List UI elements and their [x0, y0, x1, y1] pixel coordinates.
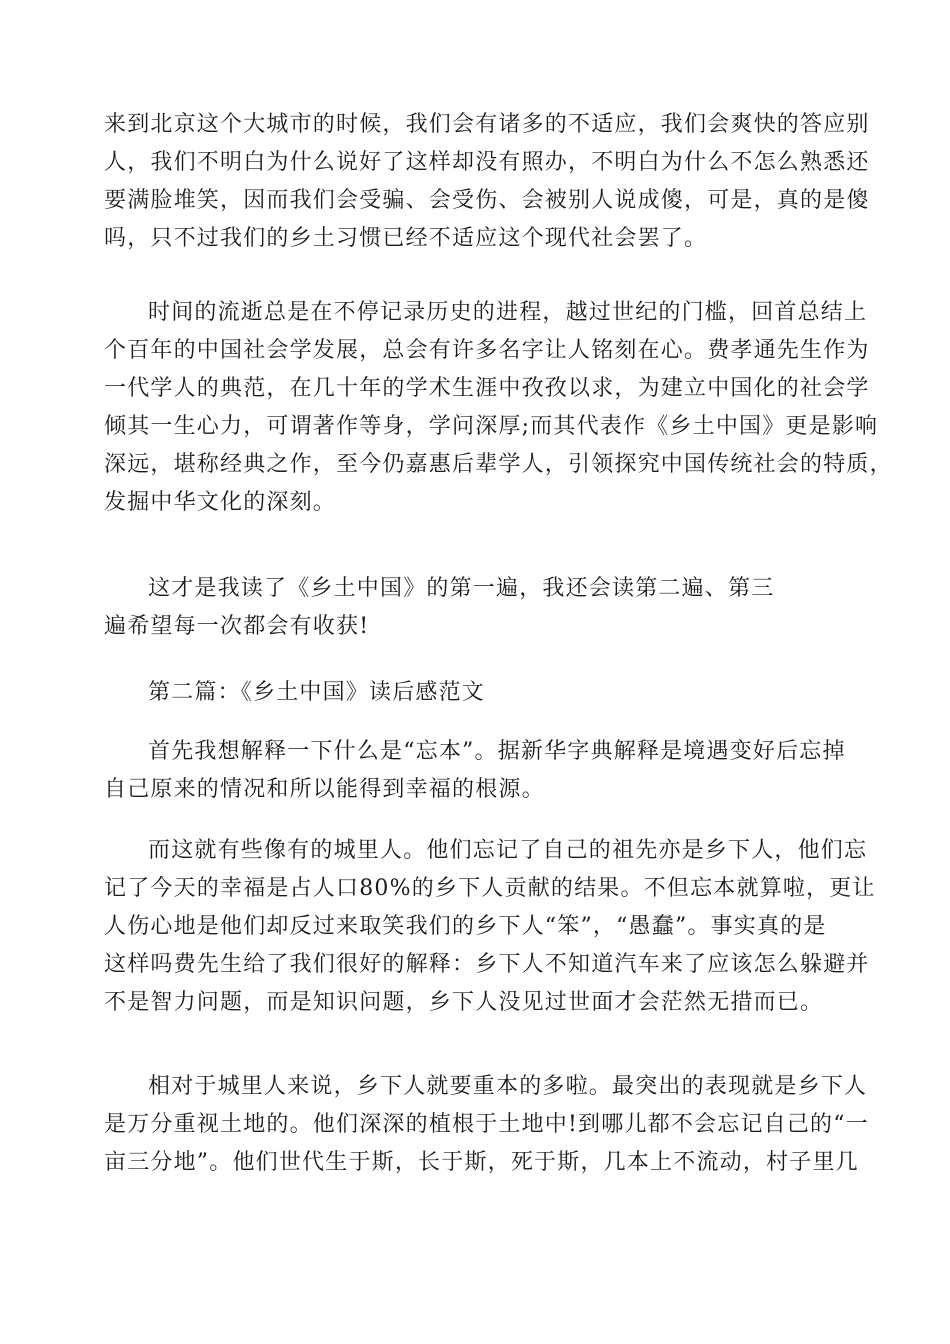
paragraph-line: 人伤心地是他们却反过来取笑我们的乡下人“笨”，“愚蠢”。事实真的是 — [104, 914, 827, 939]
paragraph-5 — [104, 832, 876, 1022]
paragraph-4 — [104, 733, 864, 809]
paragraph-line: 不是智力问题，而是知识问题，乡下人没见过世面才会茫然无措而已。 — [104, 990, 824, 1015]
paragraph-line: 发掘中华文化的深刻。 — [104, 490, 337, 515]
paragraph-line: 相对于城里人来说，乡下人就要重本的多啦。最突出的表现就是乡下人 — [148, 1074, 868, 1099]
paragraph-line: 是万分重视土地的。他们深深的植根于土地中!到哪儿都不会忘记自己的“一 — [104, 1112, 869, 1137]
paragraph-line: 亩三分地”。他们世代生于斯，长于斯，死于斯，几本上不流动，村子里几 — [104, 1150, 859, 1175]
paragraph-line: 要满脸堆笑，因而我们会受骗、会受伤、会被别人说成傻，可是，真的是傻 — [104, 188, 870, 213]
paragraph-line: 一代学人的典范，在几十年的学术生涯中孜孜以求，为建立中国化的社会学 — [104, 376, 870, 401]
paragraph-1 — [104, 106, 870, 258]
paragraph-line: 这样吗费先生给了我们很好的解释：乡下人不知道汽车来了应该怎么躲避并 — [104, 952, 870, 977]
paragraph-6 — [104, 1068, 869, 1182]
paragraph-line: 自己原来的情况和所以能得到幸福的根源。 — [104, 777, 545, 802]
paragraph-line: 而这就有些像有的城里人。他们忘记了自己的祖先亦是乡下人，他们忘 — [148, 838, 868, 863]
paragraph-line: 吗，只不过我们的乡土习惯已经不适应这个现代社会罢了。 — [104, 226, 708, 251]
paragraph-line: 倾其一生心力，可谓著作等身，学问深厚;而其代表作《乡土中国》更是影响 — [104, 414, 879, 439]
paragraph-2 — [104, 294, 893, 522]
paragraph-line: 深远，堪称经典之作，至今仍嘉惠后辈学人，引领探究中国传统社会的特质， — [104, 452, 893, 477]
paragraph-line: 遍希望每一次都会有收获! — [104, 614, 370, 639]
paragraph-line: 时间的流逝总是在不停记录历史的进程，越过世纪的门槛，回首总结上 — [148, 300, 868, 325]
paragraph-line: 个百年的中国社会学发展，总会有许多名字让人铭刻在心。费孝通先生作为 — [104, 338, 870, 363]
paragraph-line: 来到北京这个大城市的时候，我们会有诸多的不适应，我们会爽快的答应别 — [104, 112, 870, 137]
section-title: 第二篇：《乡土中国》读后感范文 — [148, 680, 486, 705]
paragraph-line: 人，我们不明白为什么说好了这样却没有照办，不明白为什么不怎么熟悉还 — [104, 150, 870, 175]
paragraph-line: 记了今天的幸福是占人口80%的乡下人贡献的结果。不但忘本就算啦，更让 — [104, 876, 876, 901]
paragraph-line: 这才是我读了《乡土中国》的第一遍，我还会读第二遍、第三 — [148, 576, 775, 601]
paragraph-3 — [104, 570, 864, 646]
paragraph-line: 首先我想解释一下什么是“忘本”。据新华字典解释是境遇变好后忘掉 — [148, 739, 846, 764]
section-heading — [104, 674, 864, 712]
